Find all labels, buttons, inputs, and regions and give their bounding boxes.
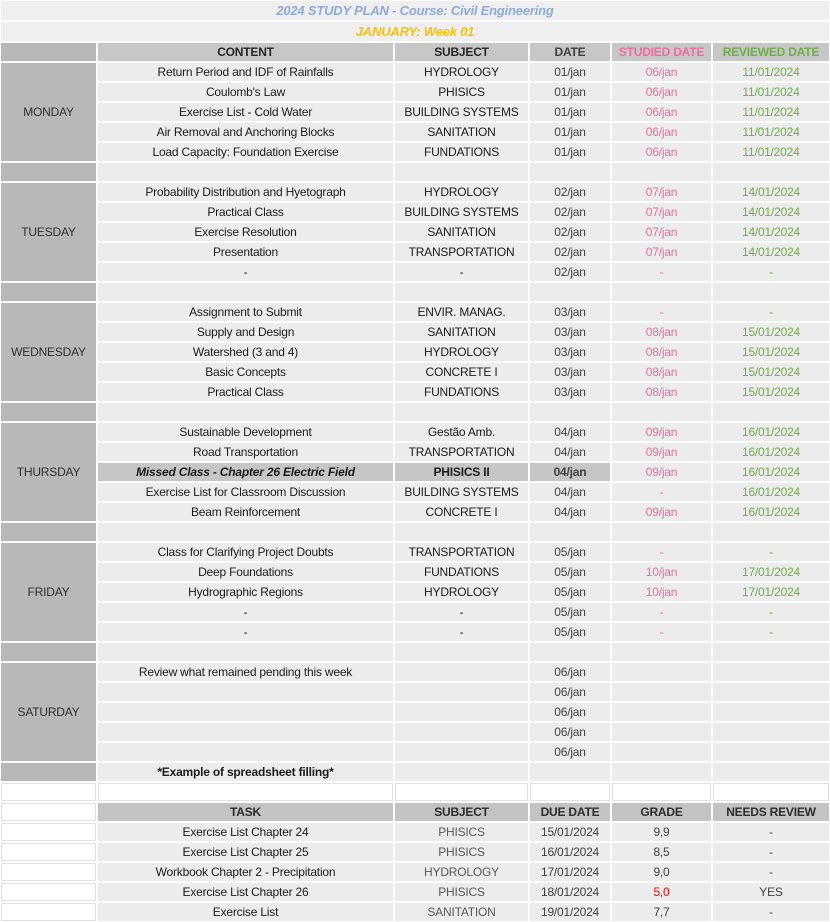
cell-subject[interactable] bbox=[395, 683, 528, 701]
cell-reviewed-date[interactable]: 14/01/2024 bbox=[713, 243, 829, 261]
cell-date[interactable]: 01/jan bbox=[530, 63, 610, 81]
blank-cell[interactable] bbox=[1, 843, 96, 861]
cell-reviewed-date[interactable] bbox=[713, 683, 829, 701]
cell-date[interactable]: 04/jan bbox=[530, 463, 610, 481]
spacer-cell[interactable] bbox=[98, 283, 393, 301]
cell-studied-date[interactable]: 08/jan bbox=[612, 343, 711, 361]
cell-date[interactable]: 04/jan bbox=[530, 503, 610, 521]
spacer-cell[interactable] bbox=[612, 403, 711, 421]
cell-subject[interactable]: BUILDING SYSTEMS bbox=[395, 103, 528, 121]
cell-studied-date[interactable]: 08/jan bbox=[612, 323, 711, 341]
cell-studied-date[interactable]: - bbox=[612, 483, 711, 501]
spacer-cell[interactable] bbox=[612, 763, 711, 781]
cell-subject[interactable]: HYDROLOGY bbox=[395, 63, 528, 81]
cell-reviewed-date[interactable]: - bbox=[713, 303, 829, 321]
cell-reviewed-date[interactable]: 11/01/2024 bbox=[713, 143, 829, 161]
cell-subject[interactable]: ENVIR. MANAG. bbox=[395, 303, 528, 321]
cell-studied-date[interactable]: 07/jan bbox=[612, 203, 711, 221]
cell-studied-date[interactable]: 09/jan bbox=[612, 463, 711, 481]
column-header-date[interactable]: DATE bbox=[530, 43, 610, 61]
cell-grade[interactable]: 5,0 bbox=[612, 883, 711, 901]
column-header-needs-review[interactable]: NEEDS REVIEW bbox=[713, 803, 829, 821]
cell-grade[interactable]: 9,0 bbox=[612, 863, 711, 881]
cell-subject[interactable]: TRANSPORTATION bbox=[395, 543, 528, 561]
cell-content[interactable] bbox=[98, 683, 393, 701]
cell-due-date[interactable]: 17/01/2024 bbox=[530, 863, 610, 881]
cell-subject[interactable]: CONCRETE I bbox=[395, 503, 528, 521]
cell-subject[interactable]: CONCRETE I bbox=[395, 363, 528, 381]
spacer-cell[interactable] bbox=[713, 163, 829, 181]
cell-content[interactable]: - bbox=[98, 603, 393, 621]
day-label-wednesday[interactable]: WEDNESDAY bbox=[1, 303, 96, 401]
cell-studied-date[interactable]: 07/jan bbox=[612, 223, 711, 241]
cell-reviewed-date[interactable]: 11/01/2024 bbox=[713, 123, 829, 141]
cell-date[interactable]: 05/jan bbox=[530, 563, 610, 581]
spacer-cell[interactable] bbox=[395, 283, 528, 301]
spacer-cell[interactable] bbox=[612, 283, 711, 301]
blank-cell[interactable] bbox=[713, 783, 829, 801]
cell-subject[interactable]: FUNDATIONS bbox=[395, 143, 528, 161]
cell-needs-review[interactable]: - bbox=[713, 863, 829, 881]
spacer-cell[interactable] bbox=[530, 523, 610, 541]
cell-reviewed-date[interactable]: - bbox=[713, 263, 829, 281]
cell-subject[interactable]: - bbox=[395, 263, 528, 281]
column-header-task[interactable]: TASK bbox=[98, 803, 393, 821]
cell-reviewed-date[interactable]: 14/01/2024 bbox=[713, 203, 829, 221]
cell-content[interactable]: Presentation bbox=[98, 243, 393, 261]
spacer-cell[interactable] bbox=[612, 163, 711, 181]
cell-reviewed-date[interactable]: 14/01/2024 bbox=[713, 183, 829, 201]
day-label-thursday[interactable]: THURSDAY bbox=[1, 423, 96, 521]
cell-reviewed-date[interactable]: - bbox=[713, 603, 829, 621]
cell-reviewed-date[interactable]: - bbox=[713, 623, 829, 641]
cell-content[interactable]: Probability Distribution and Hyetograph bbox=[98, 183, 393, 201]
cell-content[interactable]: Air Removal and Anchoring Blocks bbox=[98, 123, 393, 141]
cell-content[interactable] bbox=[98, 743, 393, 761]
cell-content[interactable]: Sustainable Development bbox=[98, 423, 393, 441]
column-header-grade[interactable]: GRADE bbox=[612, 803, 711, 821]
cell-studied-date[interactable]: 06/jan bbox=[612, 103, 711, 121]
cell-content[interactable]: Return Period and IDF of Rainfalls bbox=[98, 63, 393, 81]
cell-content[interactable] bbox=[98, 703, 393, 721]
spacer-day-cell[interactable] bbox=[1, 283, 96, 301]
cell-task[interactable]: Exercise List bbox=[98, 903, 393, 921]
cell-subject[interactable] bbox=[395, 663, 528, 681]
cell-studied-date[interactable]: - bbox=[612, 303, 711, 321]
spacer-cell[interactable] bbox=[395, 523, 528, 541]
blank-cell[interactable] bbox=[1, 903, 96, 921]
day-label-saturday[interactable]: SATURDAY bbox=[1, 663, 96, 761]
cell-content[interactable]: Hydrographic Regions bbox=[98, 583, 393, 601]
cell-studied-date[interactable]: 06/jan bbox=[612, 63, 711, 81]
cell-date[interactable]: 03/jan bbox=[530, 383, 610, 401]
cell-date[interactable]: 05/jan bbox=[530, 543, 610, 561]
cell-date[interactable]: 02/jan bbox=[530, 223, 610, 241]
cell-reviewed-date[interactable] bbox=[713, 743, 829, 761]
blank-cell[interactable] bbox=[1, 823, 96, 841]
cell-needs-review[interactable]: YES bbox=[713, 883, 829, 901]
blank-cell[interactable] bbox=[530, 783, 610, 801]
spacer-cell[interactable] bbox=[713, 643, 829, 661]
spacer-cell[interactable] bbox=[395, 163, 528, 181]
cell-date[interactable]: 02/jan bbox=[530, 263, 610, 281]
column-header-subject[interactable]: SUBJECT bbox=[395, 43, 528, 61]
cell-studied-date[interactable]: 07/jan bbox=[612, 183, 711, 201]
cell-reviewed-date[interactable]: 16/01/2024 bbox=[713, 483, 829, 501]
cell-task-subject[interactable]: SANITATION bbox=[395, 903, 528, 921]
cell-reviewed-date[interactable]: 16/01/2024 bbox=[713, 503, 829, 521]
cell-reviewed-date[interactable]: 11/01/2024 bbox=[713, 83, 829, 101]
blank-cell[interactable] bbox=[1, 883, 96, 901]
cell-task[interactable]: Exercise List Chapter 26 bbox=[98, 883, 393, 901]
spacer-cell[interactable] bbox=[395, 763, 528, 781]
spacer-cell[interactable] bbox=[98, 643, 393, 661]
cell-task-subject[interactable]: PHISICS bbox=[395, 883, 528, 901]
blank-cell[interactable] bbox=[395, 783, 528, 801]
cell-grade[interactable]: 7,7 bbox=[612, 903, 711, 921]
cell-studied-date[interactable]: 06/jan bbox=[612, 143, 711, 161]
spacer-day-cell[interactable] bbox=[1, 163, 96, 181]
column-header-subject[interactable]: SUBJECT bbox=[395, 803, 528, 821]
blank-cell[interactable] bbox=[1, 783, 96, 801]
spacer-day-cell[interactable] bbox=[1, 643, 96, 661]
cell-date[interactable]: 01/jan bbox=[530, 123, 610, 141]
sheet-title-cell[interactable]: 2024 STUDY PLAN - Course: Civil Engineering bbox=[1, 1, 829, 20]
cell-due-date[interactable]: 18/01/2024 bbox=[530, 883, 610, 901]
cell-content[interactable]: Supply and Design bbox=[98, 323, 393, 341]
cell-date[interactable]: 01/jan bbox=[530, 103, 610, 121]
cell-content[interactable]: Review what remained pending this week bbox=[98, 663, 393, 681]
column-header-due-date[interactable]: DUE DATE bbox=[530, 803, 610, 821]
cell-date[interactable]: 05/jan bbox=[530, 623, 610, 641]
cell-content[interactable]: Assignment to Submit bbox=[98, 303, 393, 321]
spacer-cell[interactable] bbox=[612, 523, 711, 541]
cell-date[interactable]: 06/jan bbox=[530, 663, 610, 681]
cell-reviewed-date[interactable]: 11/01/2024 bbox=[713, 103, 829, 121]
cell-subject[interactable]: TRANSPORTATION bbox=[395, 243, 528, 261]
cell-content[interactable] bbox=[98, 723, 393, 741]
cell-date[interactable]: 06/jan bbox=[530, 703, 610, 721]
spacer-cell[interactable] bbox=[530, 643, 610, 661]
cell-subject[interactable]: HYDROLOGY bbox=[395, 343, 528, 361]
cell-studied-date[interactable]: - bbox=[612, 623, 711, 641]
cell-task-subject[interactable]: HYDROLOGY bbox=[395, 863, 528, 881]
cell-date[interactable]: 03/jan bbox=[530, 323, 610, 341]
spacer-cell[interactable] bbox=[713, 763, 829, 781]
cell-reviewed-date[interactable]: 17/01/2024 bbox=[713, 583, 829, 601]
cell-grade[interactable]: 8,5 bbox=[612, 843, 711, 861]
cell-task-subject[interactable]: PHISICS bbox=[395, 843, 528, 861]
cell-subject[interactable]: SANITATION bbox=[395, 123, 528, 141]
blank-cell[interactable] bbox=[98, 783, 393, 801]
column-header-content[interactable]: CONTENT bbox=[98, 43, 393, 61]
spacer-cell[interactable] bbox=[530, 763, 610, 781]
cell-subject[interactable]: SANITATION bbox=[395, 323, 528, 341]
day-label-monday[interactable]: MONDAY bbox=[1, 63, 96, 161]
cell-reviewed-date[interactable]: 16/01/2024 bbox=[713, 443, 829, 461]
cell-subject[interactable]: - bbox=[395, 623, 528, 641]
cell-studied-date[interactable]: - bbox=[612, 603, 711, 621]
cell-content[interactable]: Exercise List - Cold Water bbox=[98, 103, 393, 121]
cell-studied-date[interactable]: 06/jan bbox=[612, 83, 711, 101]
cell-studied-date[interactable]: 08/jan bbox=[612, 363, 711, 381]
cell-due-date[interactable]: 16/01/2024 bbox=[530, 843, 610, 861]
cell-reviewed-date[interactable]: 15/01/2024 bbox=[713, 383, 829, 401]
cell-content[interactable]: - bbox=[98, 263, 393, 281]
cell-grade[interactable]: 9,9 bbox=[612, 823, 711, 841]
cell-date[interactable]: 03/jan bbox=[530, 363, 610, 381]
cell-content[interactable]: Beam Reinforcement bbox=[98, 503, 393, 521]
cell-date[interactable]: 06/jan bbox=[530, 743, 610, 761]
cell-date[interactable]: 02/jan bbox=[530, 243, 610, 261]
cell-date[interactable]: 03/jan bbox=[530, 343, 610, 361]
spacer-cell[interactable] bbox=[713, 283, 829, 301]
cell-needs-review[interactable]: - bbox=[713, 843, 829, 861]
spacer-cell[interactable] bbox=[395, 643, 528, 661]
cell-studied-date[interactable] bbox=[612, 663, 711, 681]
spacer-day-cell[interactable] bbox=[1, 523, 96, 541]
cell-reviewed-date[interactable]: 16/01/2024 bbox=[713, 463, 829, 481]
cell-studied-date[interactable]: 08/jan bbox=[612, 383, 711, 401]
cell-content[interactable]: Coulomb's Law bbox=[98, 83, 393, 101]
cell-studied-date[interactable]: 10/jan bbox=[612, 563, 711, 581]
cell-subject[interactable]: HYDROLOGY bbox=[395, 583, 528, 601]
cell-reviewed-date[interactable]: 15/01/2024 bbox=[713, 363, 829, 381]
cell-studied-date[interactable] bbox=[612, 683, 711, 701]
spacer-cell[interactable] bbox=[713, 523, 829, 541]
cell-subject[interactable]: TRANSPORTATION bbox=[395, 443, 528, 461]
cell-date[interactable]: 05/jan bbox=[530, 603, 610, 621]
cell-reviewed-date[interactable] bbox=[713, 703, 829, 721]
cell-subject[interactable] bbox=[395, 703, 528, 721]
cell-content[interactable]: Exercise List for Classroom Discussion bbox=[98, 483, 393, 501]
cell-date[interactable]: 05/jan bbox=[530, 583, 610, 601]
cell-content[interactable]: Road Transportation bbox=[98, 443, 393, 461]
spacer-cell[interactable] bbox=[530, 403, 610, 421]
example-note-cell[interactable]: *Example of spreadsheet filling* bbox=[98, 763, 393, 781]
cell-task[interactable]: Exercise List Chapter 25 bbox=[98, 843, 393, 861]
cell-reviewed-date[interactable]: 14/01/2024 bbox=[713, 223, 829, 241]
cell-subject[interactable]: PHISICS II bbox=[395, 463, 528, 481]
cell-date[interactable]: 04/jan bbox=[530, 483, 610, 501]
cell-subject[interactable] bbox=[395, 723, 528, 741]
cell-task[interactable]: Workbook Chapter 2 - Precipitation bbox=[98, 863, 393, 881]
cell-content[interactable]: Deep Foundations bbox=[98, 563, 393, 581]
cell-date[interactable]: 02/jan bbox=[530, 203, 610, 221]
cell-content[interactable]: Practical Class bbox=[98, 383, 393, 401]
cell-reviewed-date[interactable]: 11/01/2024 bbox=[713, 63, 829, 81]
cell-content[interactable]: Load Capacity: Foundation Exercise bbox=[98, 143, 393, 161]
cell-reviewed-date[interactable]: 16/01/2024 bbox=[713, 423, 829, 441]
blank-cell[interactable] bbox=[1, 803, 96, 821]
cell-subject[interactable]: PHISICS bbox=[395, 83, 528, 101]
cell-subject[interactable]: Gestão Amb. bbox=[395, 423, 528, 441]
cell-content[interactable]: - bbox=[98, 623, 393, 641]
day-label-tuesday[interactable]: TUESDAY bbox=[1, 183, 96, 281]
cell-content[interactable]: Class for Clarifying Project Doubts bbox=[98, 543, 393, 561]
spacer-cell[interactable] bbox=[530, 163, 610, 181]
cell-reviewed-date[interactable] bbox=[713, 723, 829, 741]
cell-reviewed-date[interactable]: - bbox=[713, 543, 829, 561]
cell-subject[interactable] bbox=[395, 743, 528, 761]
cell-due-date[interactable]: 15/01/2024 bbox=[530, 823, 610, 841]
cell-subject[interactable]: FUNDATIONS bbox=[395, 563, 528, 581]
cell-content[interactable]: Practical Class bbox=[98, 203, 393, 221]
spacer-cell[interactable] bbox=[713, 403, 829, 421]
cell-studied-date[interactable]: - bbox=[612, 263, 711, 281]
cell-studied-date[interactable] bbox=[612, 703, 711, 721]
blank-cell[interactable] bbox=[1, 863, 96, 881]
spacer-cell[interactable] bbox=[612, 643, 711, 661]
cell-date[interactable]: 01/jan bbox=[530, 83, 610, 101]
cell-reviewed-date[interactable] bbox=[713, 663, 829, 681]
column-header-studied-date[interactable]: STUDIED DATE bbox=[612, 43, 711, 61]
cell-reviewed-date[interactable]: 15/01/2024 bbox=[713, 343, 829, 361]
cell-date[interactable]: 06/jan bbox=[530, 723, 610, 741]
corner-cell[interactable] bbox=[1, 43, 96, 61]
cell-due-date[interactable]: 19/01/2024 bbox=[530, 903, 610, 921]
cell-reviewed-date[interactable]: 15/01/2024 bbox=[713, 323, 829, 341]
cell-content[interactable]: Watershed (3 and 4) bbox=[98, 343, 393, 361]
cell-task[interactable]: Exercise List Chapter 24 bbox=[98, 823, 393, 841]
cell-date[interactable]: 02/jan bbox=[530, 183, 610, 201]
cell-date[interactable]: 03/jan bbox=[530, 303, 610, 321]
column-header-reviewed-date[interactable]: REVIEWED DATE bbox=[713, 43, 829, 61]
cell-studied-date[interactable]: 09/jan bbox=[612, 423, 711, 441]
cell-studied-date[interactable]: 09/jan bbox=[612, 503, 711, 521]
cell-subject[interactable]: SANITATION bbox=[395, 223, 528, 241]
cell-needs-review[interactable]: - bbox=[713, 903, 829, 921]
example-day-cell[interactable] bbox=[1, 763, 96, 781]
spacer-cell[interactable] bbox=[98, 163, 393, 181]
cell-date[interactable]: 04/jan bbox=[530, 443, 610, 461]
cell-studied-date[interactable] bbox=[612, 743, 711, 761]
spacer-cell[interactable] bbox=[98, 523, 393, 541]
cell-studied-date[interactable]: 07/jan bbox=[612, 243, 711, 261]
cell-studied-date[interactable]: 06/jan bbox=[612, 123, 711, 141]
cell-date[interactable]: 06/jan bbox=[530, 683, 610, 701]
day-label-friday[interactable]: FRIDAY bbox=[1, 543, 96, 641]
cell-needs-review[interactable]: - bbox=[713, 823, 829, 841]
cell-content[interactable]: Basic Concepts bbox=[98, 363, 393, 381]
spacer-cell[interactable] bbox=[98, 403, 393, 421]
cell-studied-date[interactable]: - bbox=[612, 543, 711, 561]
spacer-cell[interactable] bbox=[530, 283, 610, 301]
cell-date[interactable]: 01/jan bbox=[530, 143, 610, 161]
cell-date[interactable]: 04/jan bbox=[530, 423, 610, 441]
cell-subject[interactable]: BUILDING SYSTEMS bbox=[395, 203, 528, 221]
spacer-cell[interactable] bbox=[395, 403, 528, 421]
cell-subject[interactable]: BUILDING SYSTEMS bbox=[395, 483, 528, 501]
cell-studied-date[interactable]: 10/jan bbox=[612, 583, 711, 601]
cell-subject[interactable]: - bbox=[395, 603, 528, 621]
cell-content[interactable]: Exercise Resolution bbox=[98, 223, 393, 241]
spacer-day-cell[interactable] bbox=[1, 403, 96, 421]
cell-subject[interactable]: FUNDATIONS bbox=[395, 383, 528, 401]
blank-cell[interactable] bbox=[612, 783, 711, 801]
cell-studied-date[interactable]: 09/jan bbox=[612, 443, 711, 461]
cell-task-subject[interactable]: PHISICS bbox=[395, 823, 528, 841]
cell-studied-date[interactable] bbox=[612, 723, 711, 741]
cell-reviewed-date[interactable]: 17/01/2024 bbox=[713, 563, 829, 581]
cell-subject[interactable]: HYDROLOGY bbox=[395, 183, 528, 201]
cell-content[interactable]: Missed Class - Chapter 26 Electric Field bbox=[98, 463, 393, 481]
sheet-subtitle-cell[interactable]: JANUARY: Week 01 bbox=[1, 22, 829, 41]
